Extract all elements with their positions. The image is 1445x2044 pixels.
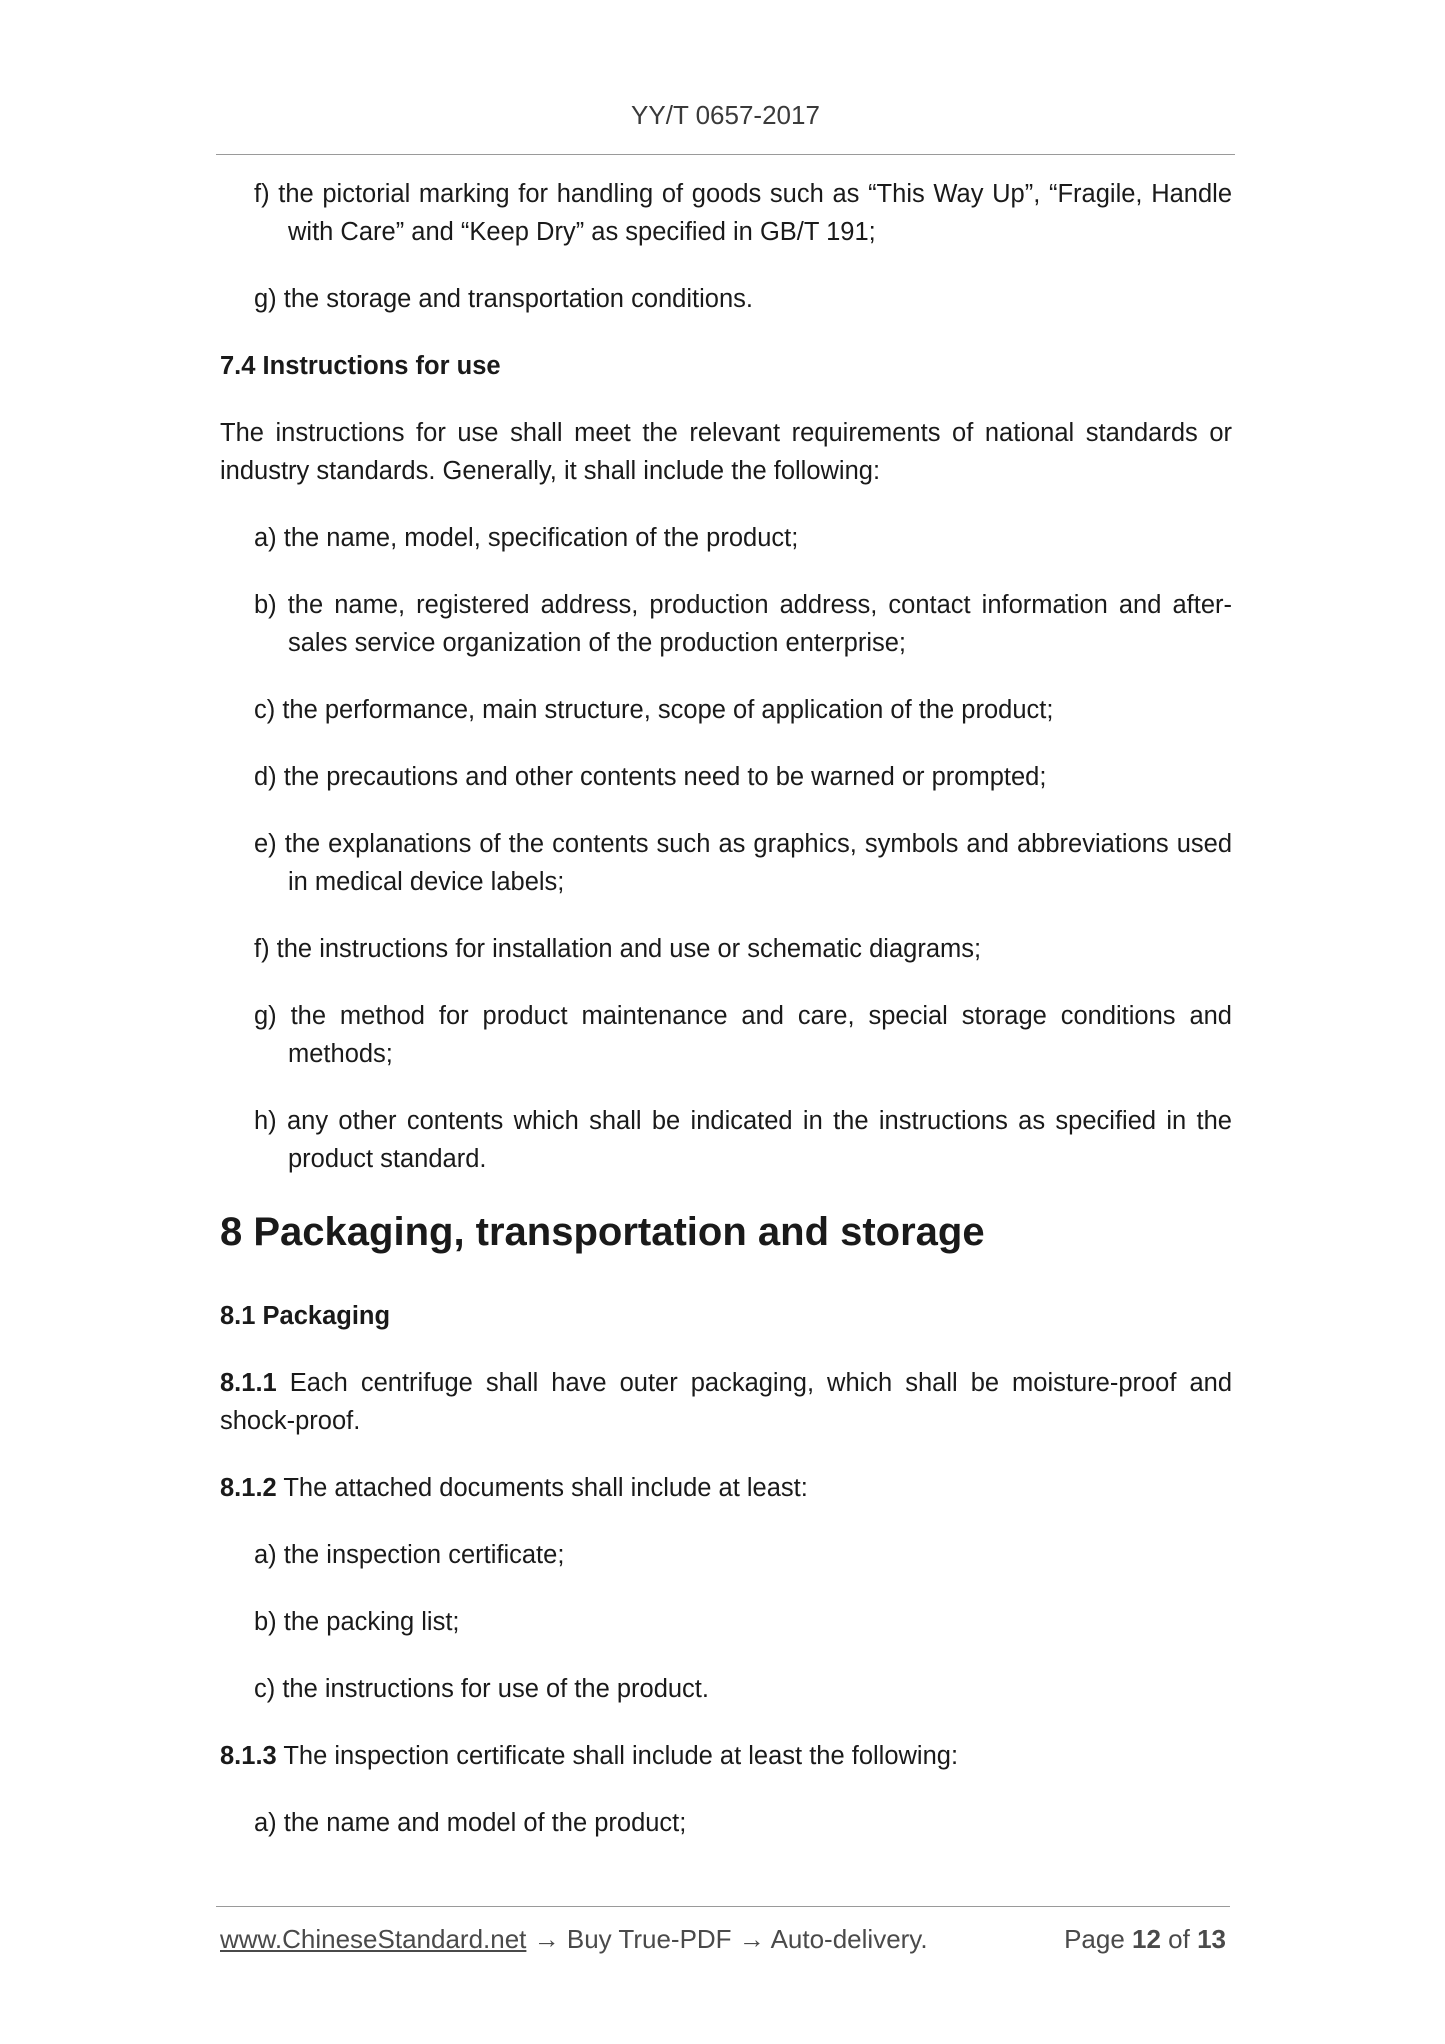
list-item: h) any other contents which shall be indicated in the instructions as specified in the product standard. <box>254 1107 1232 1173</box>
running-header: YY/T 0657-2017 <box>631 100 820 130</box>
chapter-heading: 8 Packaging, transportation and storage <box>220 1210 985 1254</box>
list-item: a) the name and model of the product; <box>254 1809 687 1837</box>
site-link[interactable]: www.ChineseStandard.net <box>220 1924 527 1954</box>
list-item: f) the pictorial marking for handling of goods such as “This Way Up”, “Fragile, Handle with Care” and “Keep Dry” as specified in GB/T 191; <box>254 180 1232 246</box>
clause-text: Each centrifuge shall have outer packaging, which shall be moisture-proof and shock-proof. <box>220 1369 1232 1435</box>
clause-paragraph <box>220 1364 1232 1440</box>
list-item: a) the name, model, specification of the product; <box>254 524 799 552</box>
page-total: 13 <box>1197 1924 1226 1954</box>
list-item: e) the explanations of the contents such as graphics, symbols and abbreviations used in medical device labels; <box>254 830 1232 896</box>
list-item: c) the performance, main structure, scope of application of the product; <box>254 696 1054 724</box>
clause-text: The inspection certificate shall include at least the following: <box>276 1742 959 1770</box>
clause-text: The attached documents shall include at least: <box>276 1474 808 1502</box>
clause-number: 8.1.2 <box>220 1474 277 1502</box>
list-item: g) the storage and transportation conditions. <box>254 285 753 313</box>
section-heading: 7.4 Instructions for use <box>220 352 501 380</box>
footer-promo <box>220 1924 928 1955</box>
header-divider <box>216 154 1235 155</box>
list-item: f) the instructions for installation and use or schematic diagrams; <box>254 935 982 963</box>
clause-paragraph <box>220 1469 1232 1507</box>
list-item: b) the packing list; <box>254 1608 460 1636</box>
list-item: a) the inspection certificate; <box>254 1541 565 1569</box>
page-number <box>1064 1924 1226 1955</box>
footer-divider <box>216 1906 1230 1907</box>
paragraph: The instructions for use shall meet the relevant requirements of national standards or industry standards. Generally, it shall include the following: <box>220 419 1232 485</box>
section-heading: 8.1 Packaging <box>220 1302 391 1330</box>
list-item: b) the name, registered address, production address, contact information and after-sales service organization of the production enterprise; <box>254 591 1232 657</box>
page-content <box>220 175 1232 1871</box>
list-item: c) the instructions for use of the product. <box>254 1675 709 1703</box>
list-item: g) the method for product maintenance and care, special storage conditions and methods; <box>254 1002 1232 1068</box>
clause-number: 8.1.3 <box>220 1742 277 1770</box>
page-of: of <box>1160 1924 1198 1954</box>
footer-tagline: → Buy True-PDF → Auto-delivery. <box>526 1924 928 1954</box>
clause-paragraph <box>220 1737 1232 1775</box>
page-word: Page <box>1064 1924 1133 1954</box>
clause-number: 8.1.1 <box>220 1369 277 1397</box>
page-current: 12 <box>1132 1924 1161 1954</box>
list-item: d) the precautions and other contents need to be warned or prompted; <box>254 763 1047 791</box>
